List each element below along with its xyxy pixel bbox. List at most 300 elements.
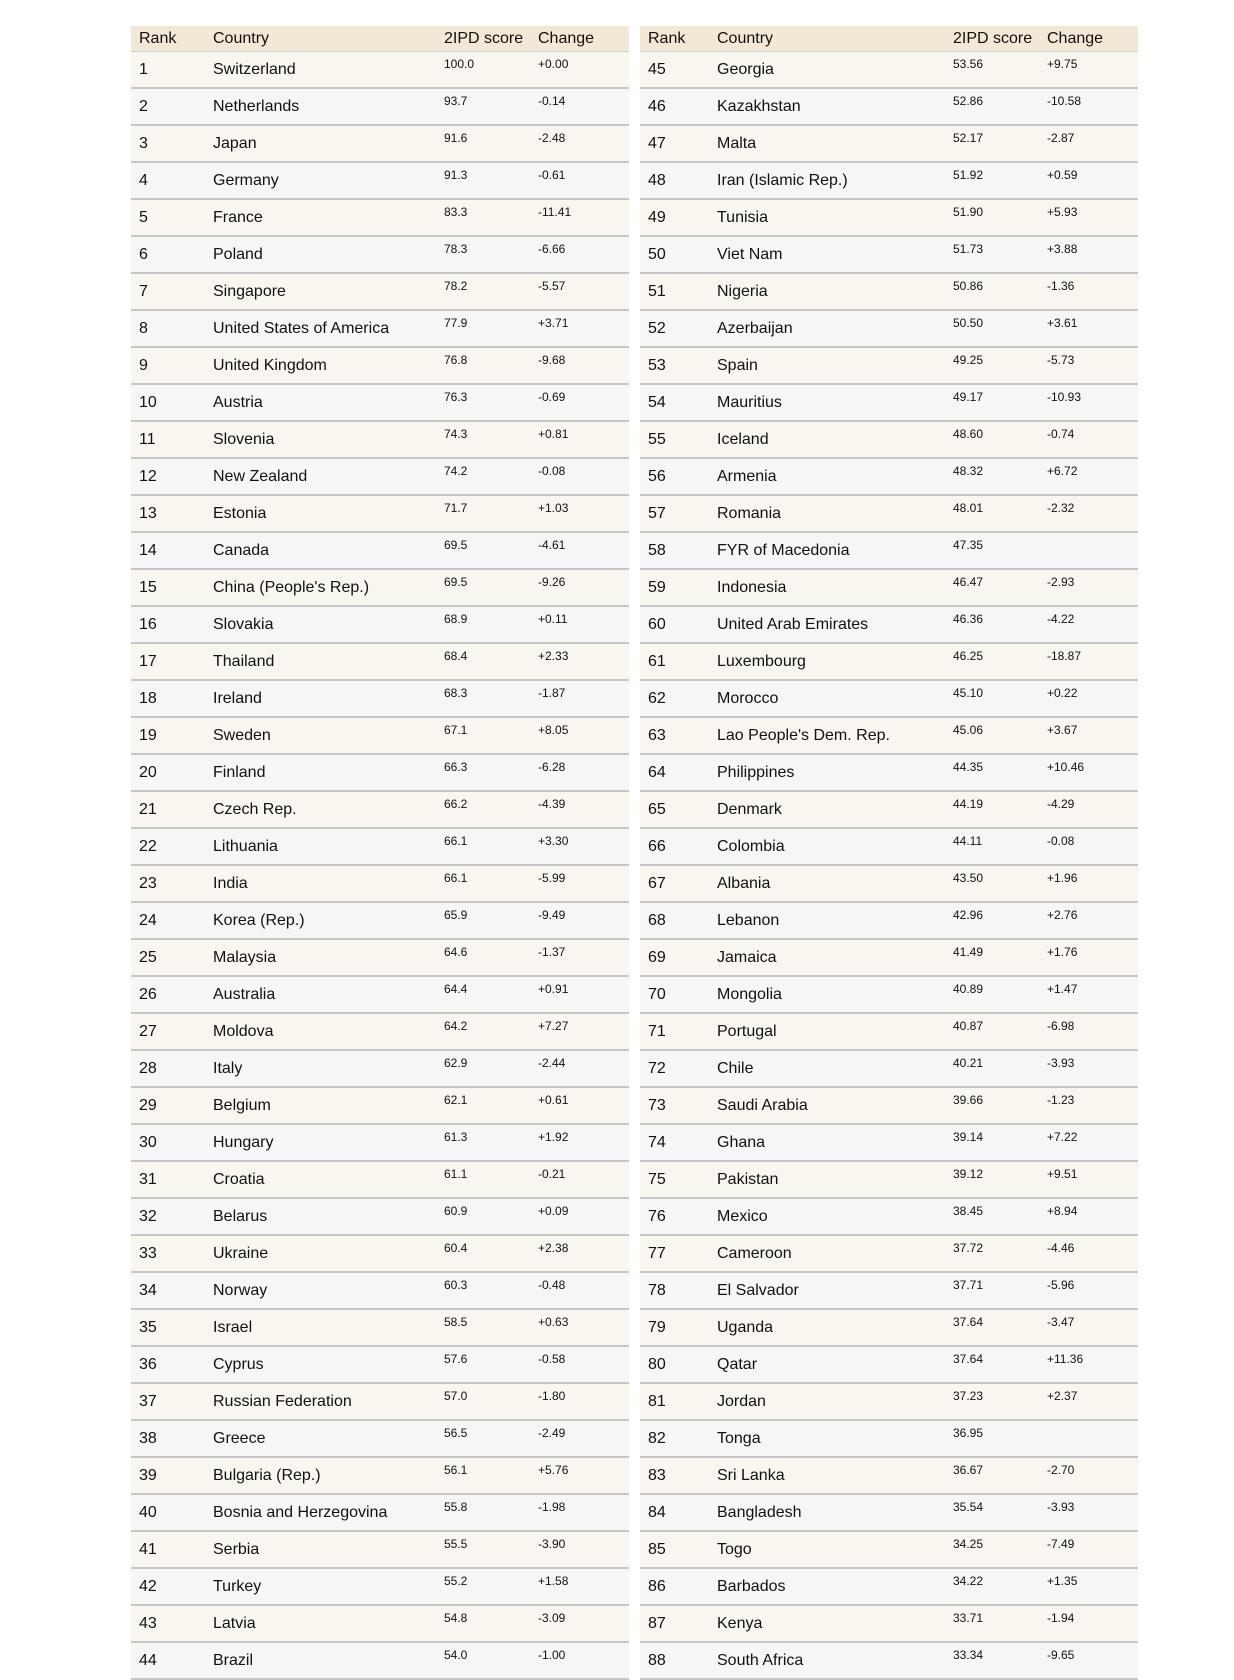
change-cell: -6.66 [533, 236, 629, 273]
score-cell: 33.34 [948, 1642, 1042, 1679]
change-cell: +10.46 [1042, 754, 1138, 791]
change-cell: +0.00 [533, 52, 629, 89]
table-row [640, 125, 1138, 162]
table-row [640, 88, 1138, 125]
table-row [640, 384, 1138, 421]
change-cell: +1.76 [1042, 939, 1138, 976]
rank-cell: 61 [640, 643, 710, 680]
country-cell: South Africa [710, 1642, 948, 1679]
change-cell: -6.98 [1042, 1013, 1138, 1050]
score-cell: 100.0 [439, 52, 533, 89]
table-row [131, 1568, 629, 1605]
table-row [640, 1309, 1138, 1346]
header-change: Change [533, 26, 629, 52]
rank-cell: 82 [640, 1420, 710, 1457]
change-cell [1042, 532, 1138, 569]
rank-cell: 49 [640, 199, 710, 236]
score-cell: 64.4 [439, 976, 533, 1013]
change-cell: +0.91 [533, 976, 629, 1013]
country-cell: Malta [710, 125, 948, 162]
score-cell: 64.6 [439, 939, 533, 976]
rank-cell: 62 [640, 680, 710, 717]
rank-cell: 20 [131, 754, 206, 791]
score-cell: 44.11 [948, 828, 1042, 865]
score-cell: 91.3 [439, 162, 533, 199]
change-cell: +1.58 [533, 1568, 629, 1605]
change-cell: -6.28 [533, 754, 629, 791]
change-cell: -2.49 [533, 1420, 629, 1457]
rank-cell: 55 [640, 421, 710, 458]
country-cell: Nigeria [710, 273, 948, 310]
country-cell: Spain [710, 347, 948, 384]
score-cell: 55.8 [439, 1494, 533, 1531]
table-row [640, 199, 1138, 236]
score-cell: 83.3 [439, 199, 533, 236]
score-cell: 41.49 [948, 939, 1042, 976]
country-cell: Saudi Arabia [710, 1087, 948, 1124]
score-cell: 37.23 [948, 1383, 1042, 1420]
rank-cell: 30 [131, 1124, 206, 1161]
table-header [131, 26, 629, 52]
rank-cell: 11 [131, 421, 206, 458]
rank-cell: 78 [640, 1272, 710, 1309]
score-cell: 54.8 [439, 1605, 533, 1642]
change-cell: +1.03 [533, 495, 629, 532]
change-cell: +8.05 [533, 717, 629, 754]
score-cell: 61.3 [439, 1124, 533, 1161]
country-cell: Finland [206, 754, 439, 791]
change-cell: -1.98 [533, 1494, 629, 1531]
change-cell: +5.93 [1042, 199, 1138, 236]
rank-cell: 69 [640, 939, 710, 976]
rank-cell: 40 [131, 1494, 206, 1531]
change-cell: -0.08 [1042, 828, 1138, 865]
rank-cell: 19 [131, 717, 206, 754]
change-cell: -0.74 [1042, 421, 1138, 458]
table-row [640, 347, 1138, 384]
table-row [131, 902, 629, 939]
change-cell: -2.93 [1042, 569, 1138, 606]
country-cell: Russian Federation [206, 1383, 439, 1420]
rank-cell: 58 [640, 532, 710, 569]
country-cell: New Zealand [206, 458, 439, 495]
change-cell: -0.14 [533, 88, 629, 125]
table-row [640, 1642, 1138, 1679]
change-cell: -18.87 [1042, 643, 1138, 680]
change-cell [1042, 1420, 1138, 1457]
score-cell: 39.14 [948, 1124, 1042, 1161]
rank-cell: 59 [640, 569, 710, 606]
score-cell: 40.89 [948, 976, 1042, 1013]
score-cell: 71.7 [439, 495, 533, 532]
score-cell: 36.67 [948, 1457, 1042, 1494]
table-row [640, 1050, 1138, 1087]
country-cell: United Arab Emirates [710, 606, 948, 643]
country-cell: Lithuania [206, 828, 439, 865]
table-row [131, 88, 629, 125]
table-row [131, 717, 629, 754]
table-row [640, 52, 1138, 89]
change-cell: -1.00 [533, 1642, 629, 1679]
table-row [640, 754, 1138, 791]
change-cell: -1.80 [533, 1383, 629, 1420]
table-row [131, 1420, 629, 1457]
change-cell: -10.93 [1042, 384, 1138, 421]
table-row [640, 1568, 1138, 1605]
score-cell: 48.60 [948, 421, 1042, 458]
score-cell: 45.06 [948, 717, 1042, 754]
score-cell: 60.9 [439, 1198, 533, 1235]
score-cell: 57.6 [439, 1346, 533, 1383]
rank-cell: 27 [131, 1013, 206, 1050]
country-cell: Mauritius [710, 384, 948, 421]
change-cell: +3.88 [1042, 236, 1138, 273]
rank-cell: 31 [131, 1161, 206, 1198]
table-body [640, 52, 1138, 1680]
rank-cell: 63 [640, 717, 710, 754]
table-row [131, 1494, 629, 1531]
score-cell: 51.90 [948, 199, 1042, 236]
table-row [131, 1087, 629, 1124]
rank-cell: 57 [640, 495, 710, 532]
change-cell: +1.35 [1042, 1568, 1138, 1605]
rank-cell: 50 [640, 236, 710, 273]
table-row [640, 421, 1138, 458]
change-cell: +3.61 [1042, 310, 1138, 347]
table-body [131, 52, 629, 1680]
score-cell: 93.7 [439, 88, 533, 125]
table-row [640, 1420, 1138, 1457]
table-row [640, 680, 1138, 717]
score-cell: 35.54 [948, 1494, 1042, 1531]
country-cell: Slovakia [206, 606, 439, 643]
table-row [131, 1235, 629, 1272]
change-cell: -9.49 [533, 902, 629, 939]
change-cell: +1.47 [1042, 976, 1138, 1013]
rank-cell: 81 [640, 1383, 710, 1420]
score-cell: 46.25 [948, 643, 1042, 680]
rank-cell: 51 [640, 273, 710, 310]
country-cell: Germany [206, 162, 439, 199]
score-cell: 61.1 [439, 1161, 533, 1198]
rank-cell: 70 [640, 976, 710, 1013]
change-cell: -0.69 [533, 384, 629, 421]
table-row [640, 1383, 1138, 1420]
ranking-table-left [131, 26, 629, 1680]
change-cell: +0.59 [1042, 162, 1138, 199]
rank-cell: 41 [131, 1531, 206, 1568]
country-cell: India [206, 865, 439, 902]
country-cell: Portugal [710, 1013, 948, 1050]
table-row [131, 273, 629, 310]
country-cell: Georgia [710, 52, 948, 89]
country-cell: Bangladesh [710, 1494, 948, 1531]
change-cell: +0.22 [1042, 680, 1138, 717]
country-cell: Austria [206, 384, 439, 421]
country-cell: Indonesia [710, 569, 948, 606]
change-cell: -1.87 [533, 680, 629, 717]
country-cell: China (People's Rep.) [206, 569, 439, 606]
score-cell: 68.4 [439, 643, 533, 680]
score-cell: 56.5 [439, 1420, 533, 1457]
rank-cell: 54 [640, 384, 710, 421]
country-cell: Denmark [710, 791, 948, 828]
score-cell: 91.6 [439, 125, 533, 162]
rank-cell: 22 [131, 828, 206, 865]
table-row [640, 976, 1138, 1013]
country-cell: Cameroon [710, 1235, 948, 1272]
country-cell: Chile [710, 1050, 948, 1087]
country-cell: United Kingdom [206, 347, 439, 384]
rank-cell: 44 [131, 1642, 206, 1679]
rank-cell: 84 [640, 1494, 710, 1531]
score-cell: 47.35 [948, 532, 1042, 569]
rank-cell: 10 [131, 384, 206, 421]
score-cell: 69.5 [439, 532, 533, 569]
score-cell: 40.87 [948, 1013, 1042, 1050]
change-cell: -7.49 [1042, 1531, 1138, 1568]
table-row [131, 1642, 629, 1679]
table-row [131, 162, 629, 199]
country-cell: Qatar [710, 1346, 948, 1383]
rank-cell: 14 [131, 532, 206, 569]
score-cell: 33.71 [948, 1605, 1042, 1642]
score-cell: 58.5 [439, 1309, 533, 1346]
country-cell: Viet Nam [710, 236, 948, 273]
header-score: 2IPD score [948, 26, 1042, 52]
country-cell: Czech Rep. [206, 791, 439, 828]
rank-cell: 52 [640, 310, 710, 347]
change-cell: -1.23 [1042, 1087, 1138, 1124]
rank-cell: 13 [131, 495, 206, 532]
country-cell: Serbia [206, 1531, 439, 1568]
score-cell: 37.71 [948, 1272, 1042, 1309]
country-cell: Hungary [206, 1124, 439, 1161]
change-cell: -2.87 [1042, 125, 1138, 162]
change-cell: +3.67 [1042, 717, 1138, 754]
score-cell: 51.73 [948, 236, 1042, 273]
rank-cell: 7 [131, 273, 206, 310]
change-cell: -0.21 [533, 1161, 629, 1198]
change-cell: -0.58 [533, 1346, 629, 1383]
rank-cell: 86 [640, 1568, 710, 1605]
country-cell: Malaysia [206, 939, 439, 976]
change-cell: +2.37 [1042, 1383, 1138, 1420]
rank-cell: 72 [640, 1050, 710, 1087]
rank-cell: 75 [640, 1161, 710, 1198]
score-cell: 67.1 [439, 717, 533, 754]
table-row [640, 902, 1138, 939]
country-cell: Ghana [710, 1124, 948, 1161]
score-cell: 69.5 [439, 569, 533, 606]
table-row [640, 606, 1138, 643]
rank-cell: 53 [640, 347, 710, 384]
rank-cell: 76 [640, 1198, 710, 1235]
score-cell: 54.0 [439, 1642, 533, 1679]
rank-cell: 9 [131, 347, 206, 384]
rank-cell: 73 [640, 1087, 710, 1124]
change-cell: -1.36 [1042, 273, 1138, 310]
table-row [640, 1087, 1138, 1124]
table-row [131, 643, 629, 680]
table-row [131, 1457, 629, 1494]
score-cell: 50.50 [948, 310, 1042, 347]
change-cell: +8.94 [1042, 1198, 1138, 1235]
change-cell: -5.73 [1042, 347, 1138, 384]
score-cell: 60.4 [439, 1235, 533, 1272]
header-score: 2IPD score [439, 26, 533, 52]
score-cell: 39.12 [948, 1161, 1042, 1198]
change-cell: -9.26 [533, 569, 629, 606]
rank-cell: 35 [131, 1309, 206, 1346]
country-cell: Uganda [710, 1309, 948, 1346]
score-cell: 77.9 [439, 310, 533, 347]
rank-cell: 71 [640, 1013, 710, 1050]
country-cell: Japan [206, 125, 439, 162]
change-cell: +0.11 [533, 606, 629, 643]
table-row [131, 1198, 629, 1235]
table-row [640, 643, 1138, 680]
rank-cell: 15 [131, 569, 206, 606]
table-row [640, 1272, 1138, 1309]
table-row [131, 1309, 629, 1346]
rank-cell: 24 [131, 902, 206, 939]
table-row [640, 236, 1138, 273]
country-cell: Azerbaijan [710, 310, 948, 347]
header-country: Country [206, 26, 439, 52]
change-cell: +7.22 [1042, 1124, 1138, 1161]
rank-cell: 77 [640, 1235, 710, 1272]
rank-cell: 42 [131, 1568, 206, 1605]
change-cell: -5.57 [533, 273, 629, 310]
table-row [640, 791, 1138, 828]
change-cell: -2.48 [533, 125, 629, 162]
country-cell: Iceland [710, 421, 948, 458]
change-cell: +0.61 [533, 1087, 629, 1124]
score-cell: 48.32 [948, 458, 1042, 495]
table-row [640, 1346, 1138, 1383]
country-cell: Lao People's Dem. Rep. [710, 717, 948, 754]
rank-cell: 6 [131, 236, 206, 273]
score-cell: 49.17 [948, 384, 1042, 421]
change-cell: +9.75 [1042, 52, 1138, 89]
score-cell: 62.1 [439, 1087, 533, 1124]
rank-cell: 79 [640, 1309, 710, 1346]
header-rank: Rank [131, 26, 206, 52]
change-cell: +0.81 [533, 421, 629, 458]
country-cell: Greece [206, 1420, 439, 1457]
score-cell: 66.1 [439, 865, 533, 902]
score-cell: 66.2 [439, 791, 533, 828]
table-row [131, 1124, 629, 1161]
table-row [131, 495, 629, 532]
table-row [640, 1531, 1138, 1568]
score-cell: 68.9 [439, 606, 533, 643]
change-cell: -0.08 [533, 458, 629, 495]
change-cell: +3.71 [533, 310, 629, 347]
rank-cell: 17 [131, 643, 206, 680]
table-row [131, 1272, 629, 1309]
score-cell: 76.3 [439, 384, 533, 421]
country-cell: Bosnia and Herzegovina [206, 1494, 439, 1531]
score-cell: 38.45 [948, 1198, 1042, 1235]
country-cell: Kenya [710, 1605, 948, 1642]
score-cell: 66.3 [439, 754, 533, 791]
table-row [131, 569, 629, 606]
rank-cell: 28 [131, 1050, 206, 1087]
score-cell: 64.2 [439, 1013, 533, 1050]
change-cell: +0.63 [533, 1309, 629, 1346]
table-row [640, 569, 1138, 606]
score-cell: 56.1 [439, 1457, 533, 1494]
change-cell: +11.36 [1042, 1346, 1138, 1383]
country-cell: Belarus [206, 1198, 439, 1235]
score-cell: 74.2 [439, 458, 533, 495]
table-row [131, 865, 629, 902]
table-row [640, 1494, 1138, 1531]
rank-cell: 26 [131, 976, 206, 1013]
rank-cell: 48 [640, 162, 710, 199]
table-row [131, 421, 629, 458]
header-change: Change [1042, 26, 1138, 52]
table-row [131, 532, 629, 569]
change-cell: -10.58 [1042, 88, 1138, 125]
table-row [131, 1383, 629, 1420]
rank-cell: 66 [640, 828, 710, 865]
country-cell: United States of America [206, 310, 439, 347]
rank-cell: 68 [640, 902, 710, 939]
rank-cell: 38 [131, 1420, 206, 1457]
rank-cell: 29 [131, 1087, 206, 1124]
score-cell: 68.3 [439, 680, 533, 717]
change-cell: -4.29 [1042, 791, 1138, 828]
table-row [640, 1013, 1138, 1050]
table-row [131, 754, 629, 791]
country-cell: France [206, 199, 439, 236]
country-cell: Sri Lanka [710, 1457, 948, 1494]
change-cell: -9.65 [1042, 1642, 1138, 1679]
change-cell: +7.27 [533, 1013, 629, 1050]
table-row [131, 680, 629, 717]
country-cell: Ireland [206, 680, 439, 717]
country-cell: Moldova [206, 1013, 439, 1050]
score-cell: 34.25 [948, 1531, 1042, 1568]
table-row [131, 347, 629, 384]
table-row [131, 1050, 629, 1087]
table-row [131, 976, 629, 1013]
country-cell: Norway [206, 1272, 439, 1309]
change-cell: -5.96 [1042, 1272, 1138, 1309]
change-cell: -3.47 [1042, 1309, 1138, 1346]
country-cell: Mongolia [710, 976, 948, 1013]
country-cell: Switzerland [206, 52, 439, 89]
table-row [640, 458, 1138, 495]
country-cell: Jordan [710, 1383, 948, 1420]
country-cell: Tunisia [710, 199, 948, 236]
rank-cell: 25 [131, 939, 206, 976]
table-row [640, 717, 1138, 754]
change-cell: +2.76 [1042, 902, 1138, 939]
change-cell: +1.96 [1042, 865, 1138, 902]
change-cell: +9.51 [1042, 1161, 1138, 1198]
country-cell: Estonia [206, 495, 439, 532]
rank-cell: 36 [131, 1346, 206, 1383]
score-cell: 51.92 [948, 162, 1042, 199]
table-row [640, 1457, 1138, 1494]
table-row [131, 1161, 629, 1198]
country-cell: Bulgaria (Rep.) [206, 1457, 439, 1494]
change-cell: -1.37 [533, 939, 629, 976]
